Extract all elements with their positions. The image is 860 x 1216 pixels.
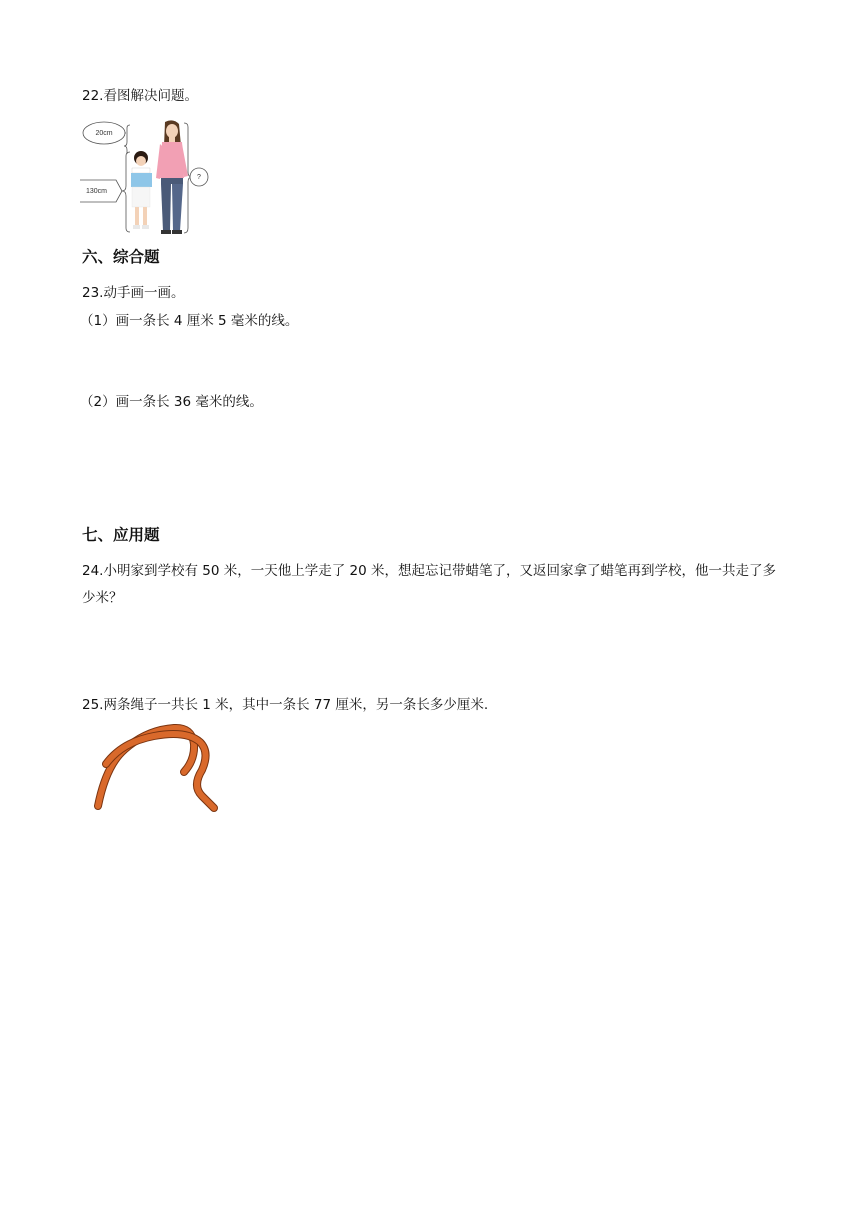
question-25-text: 25.两条绳子一共长 1 米，其中一条长 77 厘米，另一条长多少厘米. (82, 697, 489, 713)
brace-left (122, 152, 130, 232)
tall-girl-image (156, 120, 188, 234)
question-24-text: 24.小明家到学校有 50 米，一天他上学走了 20 米，想起忘记带蜡笔了，又返回家拿了蜡笔再到学校，他一共走了多少米？ (82, 563, 776, 606)
label-question: ? (197, 174, 201, 181)
question-23-part-1: （1）画一条长 4 厘米 5 毫米的线。 (80, 313, 299, 329)
height-comparison-figure (80, 118, 220, 238)
question-22-title: 22.看图解决问题。 (82, 88, 198, 104)
question-23-title: 23.动手画一画。 (82, 285, 185, 301)
label-130cm: 130cm (86, 188, 108, 195)
label-20cm: 20cm (95, 130, 113, 137)
brace-top (124, 125, 130, 154)
rope-image (92, 720, 220, 814)
small-girl-image (131, 151, 152, 229)
question-23-part-2: （2）画一条长 36 毫米的线。 (80, 394, 263, 410)
section-6-heading: 六、综合题 (82, 248, 160, 266)
section-7-heading: 七、应用题 (82, 526, 160, 544)
